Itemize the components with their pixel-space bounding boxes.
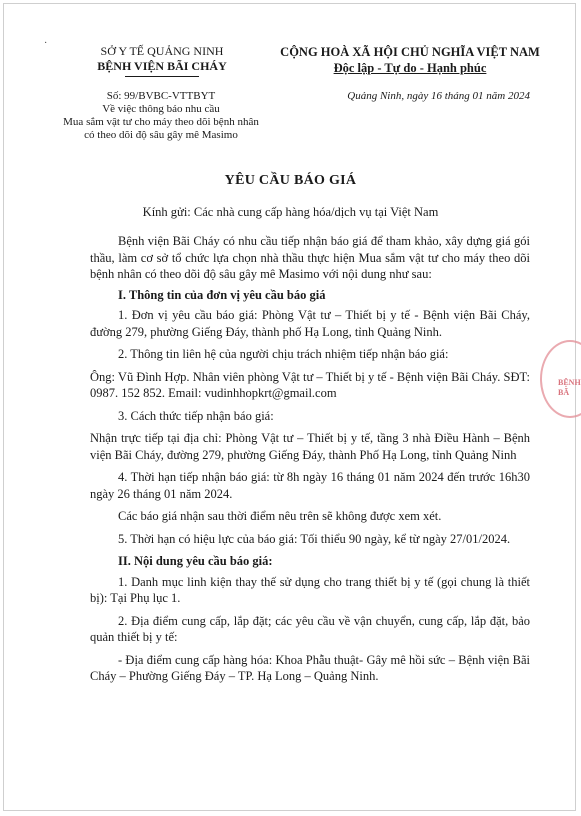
hospital-name: BỆNH VIỆN BÃI CHÁY [97,59,227,73]
country-name: CỘNG HOÀ XÃ HỘI CHỦ NGHĨA VIỆT NAM [280,45,540,59]
section-2-item-2-detail: - Địa điểm cung cấp hàng hóa: Khoa Phẫu thuật- Gây mê hồi sức – Bệnh viện Bãi Cháy – Phường Giếng Đáy – TP. Hạ Long – Quảng Ninh. [90,652,530,683]
stamp-line-1: BỆNH [558,378,581,387]
section-1-item-2: 2. Thông tin liên hệ của người chịu trách nhiệm tiếp nhận báo giá: [118,347,449,361]
subject-line-2: Mua sắm vật tư cho máy theo dõi bệnh nhân [63,116,259,128]
subject-line-3: có theo dõi độ sâu gây mê Masimo [84,129,238,141]
section-2-heading: II. Nội dung yêu cầu báo giá: [118,554,273,568]
section-1-item-4-note: Các báo giá nhận sau thời điểm nêu trên sẽ không được xem xét. [118,509,442,523]
stamp-line-2: BÃ [558,388,570,397]
document-body [90,233,530,689]
subject-line-1: Về việc thông báo nhu cầu [102,103,220,115]
section-2-item-2: 2. Địa điểm cung cấp, lắp đặt; các yêu cầu về vận chuyển, cung cấp, lắp đặt, bảo quản thiết bị y tế: [90,613,530,644]
issuer-header [72,44,252,77]
header-rule [125,76,199,77]
document-title: YÊU CẦU BÁO GIÁ [224,173,357,188]
document-reference [56,90,266,142]
section-2-item-1: 1. Danh mục linh kiện thay thế sử dụng cho trang thiết bị y tế (gọi chung là thiết bị): Tại Phụ lục 1. [90,574,530,605]
document-number: Số: 99/BVBC-VTTBYT [106,90,216,102]
national-motto: Độc lập - Tự do - Hạnh phúc [333,61,487,75]
document-date: Quảng Ninh, ngày 16 tháng 01 năm 2024 [347,90,530,102]
section-1-item-3: 3. Cách thức tiếp nhận báo giá: [118,408,274,423]
section-1-item-1: 1. Đơn vị yêu cầu báo giá: Phòng Vật tư – Thiết bị y tế - Bệnh viện Bãi Cháy, đường 279, phường Giếng Đáy, thành phố Hạ Long, tỉnh Quảng Ninh. [90,308,530,339]
section-1-item-5: 5. Thời hạn có hiệu lực của báo giá: Tối thiểu 90 ngày, kể từ ngày 27/01/2024. [118,531,511,546]
stamp-text [558,378,581,398]
section-1-item-2-detail: Ông: Vũ Đình Hợp. Nhân viên phòng Vật tư – Thiết bị y tế - Bệnh viện Bãi Cháy. SĐT: 0987. 152 852. Email: vudinhhopkrt@gmail.com [90,369,530,400]
scan-mark: · [44,38,48,49]
greeting: Kính gửi: Các nhà cung cấp hàng hóa/dịch vụ tại Việt Nam [142,205,439,219]
intro-paragraph: Bệnh viện Bãi Cháy có nhu cầu tiếp nhận báo giá để tham khảo, xây dựng giá gói thầu, làm cơ sở tổ chức lựa chọn nhà thầu thực hiện Mua sắm vật tư cho máy theo dõi bệnh nhân có theo dõi độ sâu gây mê Masimo với nội dung như sau: [90,234,530,281]
ministry-name: SỞ Y TẾ QUẢNG NINH [100,44,224,58]
national-header [268,44,552,76]
section-1-item-3-detail: Nhận trực tiếp tại địa chỉ: Phòng Vật tư – Thiết bị y tế, tầng 3 nhà Điều Hành – Bệnh viện Bãi Cháy, đường 279, phường Giếng Đáy, thành Phố Hạ Long, tỉnh Quảng Ninh [90,431,530,462]
section-1-item-4: 4. Thời hạn tiếp nhận báo giá: từ 8h ngày 16 tháng 01 năm 2024 đến trước 16h30 ngày 26 tháng 01 năm 2024. [90,470,530,501]
section-1-heading: I. Thông tin của đơn vị yêu cầu báo giá [118,287,326,302]
